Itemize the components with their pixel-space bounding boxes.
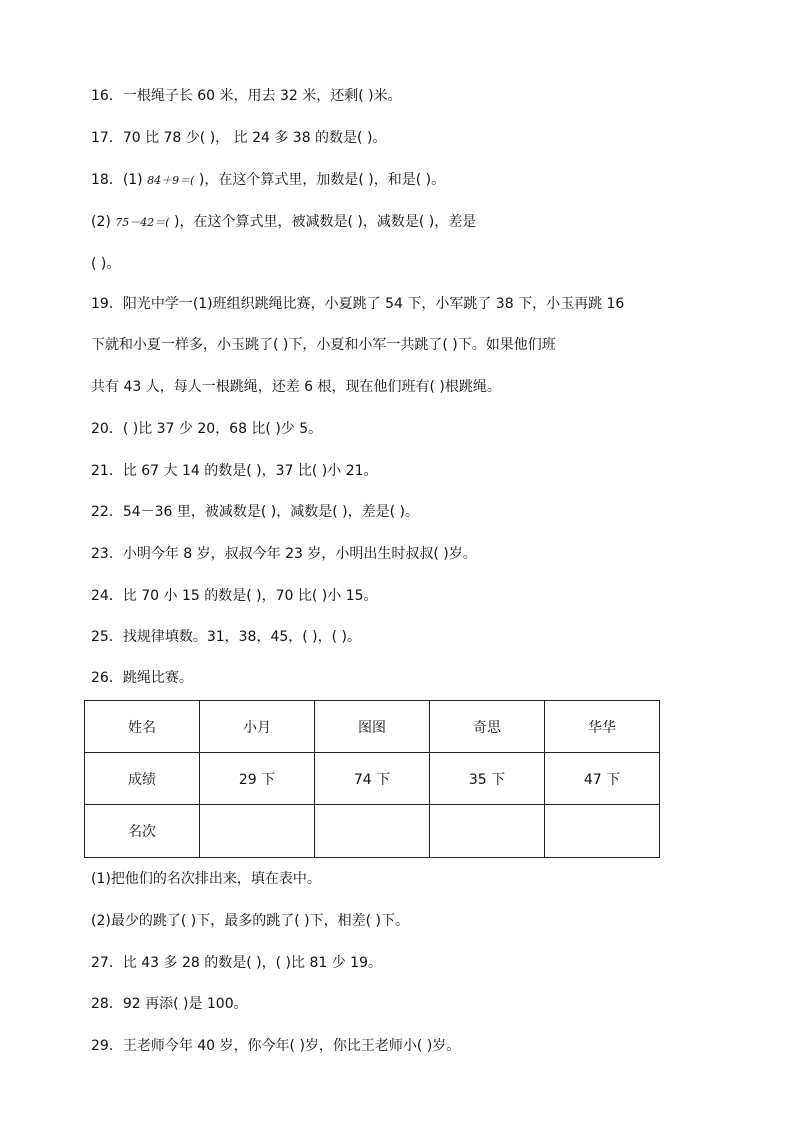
score-cell: 47 下 bbox=[545, 753, 660, 805]
question-18-part-1 bbox=[91, 170, 445, 191]
q18-2-label: (2) bbox=[91, 214, 111, 230]
table-header-row bbox=[85, 701, 660, 753]
question-17: 17．70 比 78 少( )， 比 24 多 38 的数是( )。 bbox=[91, 130, 387, 146]
header-cell: 华华 bbox=[545, 701, 660, 753]
score-label-cell: 成绩 bbox=[85, 753, 200, 805]
score-cell: 35 下 bbox=[430, 753, 545, 805]
question-21: 21．比 67 大 14 的数是( )，37 比( )小 21。 bbox=[91, 463, 378, 479]
question-28: 28．92 再添( )是 100。 bbox=[91, 996, 248, 1012]
question-26: 26．跳绳比赛。 bbox=[91, 670, 193, 686]
header-cell: 姓名 bbox=[85, 701, 200, 753]
question-25: 25．找规律填数。31，38，45，( )，( )。 bbox=[91, 629, 362, 645]
question-29: 29．王老师今年 40 岁，你今年( )岁，你比王老师小( )岁。 bbox=[91, 1038, 461, 1054]
question-22: 22．54－36 里，被减数是( )，减数是( )，差是( )。 bbox=[91, 504, 420, 520]
q18-2-text: )，在这个算式里，被减数是( )，减数是( )，差是 bbox=[169, 214, 477, 230]
question-26-part-2: (2)最少的跳了( )下，最多的跳了( )下，相差( )下。 bbox=[91, 913, 409, 929]
question-23: 23．小明今年 8 岁，叔叔今年 23 岁，小明出生时叔叔( )岁。 bbox=[91, 546, 477, 562]
table-rank-row bbox=[85, 805, 660, 858]
header-cell: 奇思 bbox=[430, 701, 545, 753]
question-24: 24．比 70 小 15 的数是( )，70 比( )小 15。 bbox=[91, 588, 378, 604]
question-18-part-2-cont: ( )。 bbox=[91, 256, 121, 272]
question-19-line-3: 共有 43 人，每人一根跳绳，还差 6 根，现在他们班有( )根跳绳。 bbox=[91, 379, 501, 395]
question-26-part-1: (1)把他们的名次排出来，填在表中。 bbox=[91, 871, 321, 887]
header-cell: 小月 bbox=[200, 701, 315, 753]
rank-cell[interactable] bbox=[315, 805, 430, 858]
score-cell: 74 下 bbox=[315, 753, 430, 805]
q18-label: 18．(1) bbox=[91, 172, 143, 188]
q18-equation: 84＋9＝( bbox=[147, 174, 195, 187]
question-19-line-1: 19．阳光中学一(1)班组织跳绳比赛，小夏跳了 54 下，小军跳了 38 下，小玉再跳 16 bbox=[91, 296, 625, 312]
question-27: 27．比 43 多 28 的数是( )，( )比 81 少 19。 bbox=[91, 955, 382, 971]
q18-text: )，在这个算式里，加数是( )，和是( )。 bbox=[194, 172, 446, 188]
score-cell: 29 下 bbox=[200, 753, 315, 805]
question-16: 16．一根绳子长 60 米，用去 32 米，还剩( )米。 bbox=[91, 88, 402, 104]
question-20: 20．( )比 37 少 20，68 比( )少 5。 bbox=[91, 421, 323, 437]
rank-label-cell: 名次 bbox=[85, 805, 200, 858]
score-table bbox=[84, 700, 660, 858]
header-cell: 图图 bbox=[315, 701, 430, 753]
rank-cell[interactable] bbox=[200, 805, 315, 858]
question-19-line-2: 下就和小夏一样多，小玉跳了( )下，小夏和小军一共跳了( )下。如果他们班 bbox=[91, 337, 556, 353]
table-score-row bbox=[85, 753, 660, 805]
question-18-part-2 bbox=[91, 212, 476, 233]
q18-2-equation: 75－42＝( bbox=[115, 216, 170, 229]
rank-cell[interactable] bbox=[430, 805, 545, 858]
rank-cell[interactable] bbox=[545, 805, 660, 858]
